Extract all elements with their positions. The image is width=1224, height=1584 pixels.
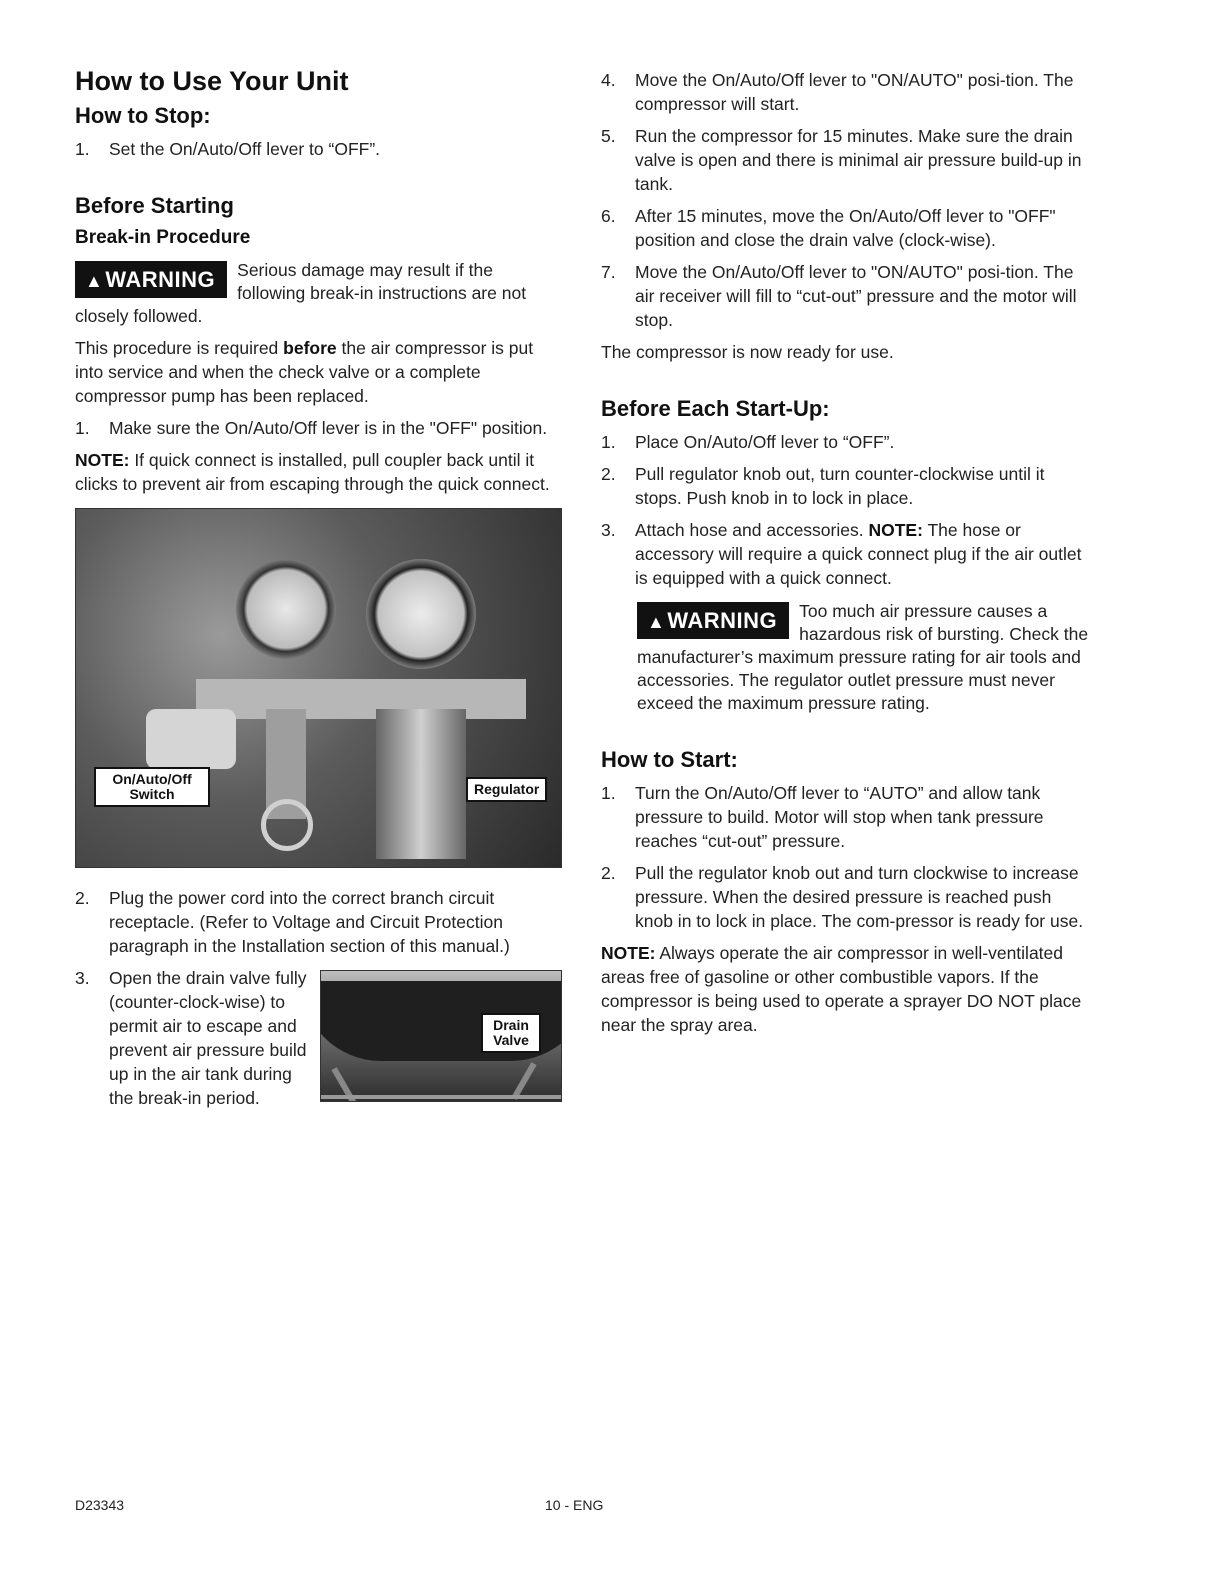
step-text: Make sure the On/Auto/Off lever is in the "OFF" position. [109,418,548,438]
step-number: 3. [601,520,616,540]
break-in-warning [75,259,560,328]
step-text: Move the On/Auto/Off lever to "ON/AUTO" posi-tion. The air receiver will fill to “cut-out” pressure and the motor will stop. [635,262,1077,330]
step-number: 1. [601,432,616,452]
how-to-start-heading: How to Start: [601,747,738,772]
gauge-right-icon [366,559,476,669]
step-text: Plug the power cord into the correct branch circuit receptacle. (Refer to Voltage and Circuit Protection paragraph in the Installation section of this manual.) [109,888,510,956]
step-text: The hose or accessory will require a quick connect plug if the air outlet is equipped with a quick connect. [635,520,1082,588]
note-label: NOTE: [75,450,130,470]
step-text: Place On/Auto/Off lever to “OFF”. [635,432,895,452]
step-number: 6. [601,206,616,226]
step-text: Open the drain valve fully (counter-clock-wise) to permit air to escape and prevent air pressure build up in the air tank during the break-in period. [109,968,307,1108]
step-text: Pull the regulator knob out and turn clockwise to increase pressure. When the desired pressure is reached push knob in to lock in place. The com-pressor is ready for use. [635,863,1084,931]
warning-badge [637,602,789,639]
paragraph-bold: before [283,338,337,358]
how-to-stop-heading: How to Stop: [75,103,211,128]
startup-step-2 [601,462,1091,510]
break-in-step-4 [601,68,1091,116]
regulator-photo [75,508,562,868]
break-in-step-2 [75,886,560,958]
step-number: 2. [601,863,616,883]
warning-label: WARNING [105,267,216,292]
startup-step-3 [601,518,1091,590]
note-paragraph [75,448,560,496]
drain-valve-photo [320,970,562,1102]
step-number: 4. [601,70,616,90]
step-number: 2. [601,464,616,484]
warning-triangle-icon: ▲ [85,271,104,291]
break-in-heading: Break-in Procedure [75,227,251,248]
paragraph-text: the air compressor is put into service and when the check valve or a complete compressor pump has been replaced. [75,338,534,406]
start-step-2 [601,861,1091,933]
break-in-step-1 [75,416,560,440]
start-note-paragraph [601,941,1091,1037]
note-text: If quick connect is installed, pull coupler back until it clicks to prevent air from escaping through the quick connect. [75,450,550,494]
before-starting-heading: Before Starting [75,193,234,218]
step-number: 1. [75,139,90,159]
step-text: Pull regulator knob out, turn counter-clockwise until it stops. Push knob in to lock in place. [635,464,1045,508]
note-label: NOTE: [601,943,656,963]
break-in-step-6 [601,204,1091,252]
step-number: 3. [75,968,90,988]
step-number: 5. [601,126,616,146]
warning-text: Serious damage may result if the following break-in instructions are not closely followed. [75,260,527,326]
step-text: Run the compressor for 15 minutes. Make sure the drain valve is open and there is minimal air pressure build-up in tank. [635,126,1082,194]
page-title: How to Use Your Unit [75,66,349,96]
regulator-callout: Regulator [466,777,547,802]
break-in-step-7 [601,260,1091,332]
right-column [601,68,1091,1045]
footer-doc-id: D23343 [75,1497,125,1513]
ready-text: The compressor is now ready for use. [601,342,894,362]
footer-page-number: 10 - ENG [545,1497,604,1513]
step-text: Move the On/Auto/Off lever to "ON/AUTO" posi-tion. The compressor will start. [635,70,1074,114]
step-text: Set the On/Auto/Off lever to “OFF”. [109,139,381,159]
step-number: 7. [601,262,616,282]
drain-step-wrap [75,966,560,1110]
gauge-left-icon [236,559,336,659]
step-number: 2. [75,888,90,908]
startup-step-1 [601,430,1091,454]
step-number: 1. [75,418,90,438]
step-number: 1. [601,783,616,803]
step-text: After 15 minutes, move the On/Auto/Off lever to "OFF" position and close the drain valve (clock-wise). [635,206,1056,250]
break-in-step-3 [75,966,319,1110]
pressure-warning [637,600,1091,715]
drain-valve-callout: Drain Valve [481,1013,541,1053]
left-column [75,62,560,1118]
note-label: NOTE: [868,520,923,540]
warning-label: WARNING [667,608,778,633]
warning-badge [75,261,227,298]
break-in-paragraph [75,336,560,408]
before-each-start-up-heading: Before Each Start-Up: [601,396,830,421]
stop-step-1 [75,137,560,161]
step-text: Attach hose and accessories. [635,520,869,540]
warning-triangle-icon: ▲ [647,612,666,632]
paragraph-text: This procedure is required [75,338,284,358]
step-text: Turn the On/Auto/Off lever to “AUTO” and allow tank pressure to build. Motor will stop when tank pressure reaches “cut-out” pressure. [635,783,1044,851]
start-step-1 [601,781,1091,853]
on-auto-off-switch-callout: On/Auto/Off Switch [94,767,210,807]
warning-text: Too much air pressure causes a hazardous risk of bursting. Check the manufacturer’s maximum pressure rating for air tools and accessories. The regulator outlet pressure must never exceed the maximum pressure rating. [637,601,1089,713]
break-in-step-5 [601,124,1091,196]
note-text: Always operate the air compressor in well-ventilated areas free of gasoline or other combustible vapors. If the compressor is being used to operate a sprayer DO NOT place near the spray area. [601,943,1082,1035]
